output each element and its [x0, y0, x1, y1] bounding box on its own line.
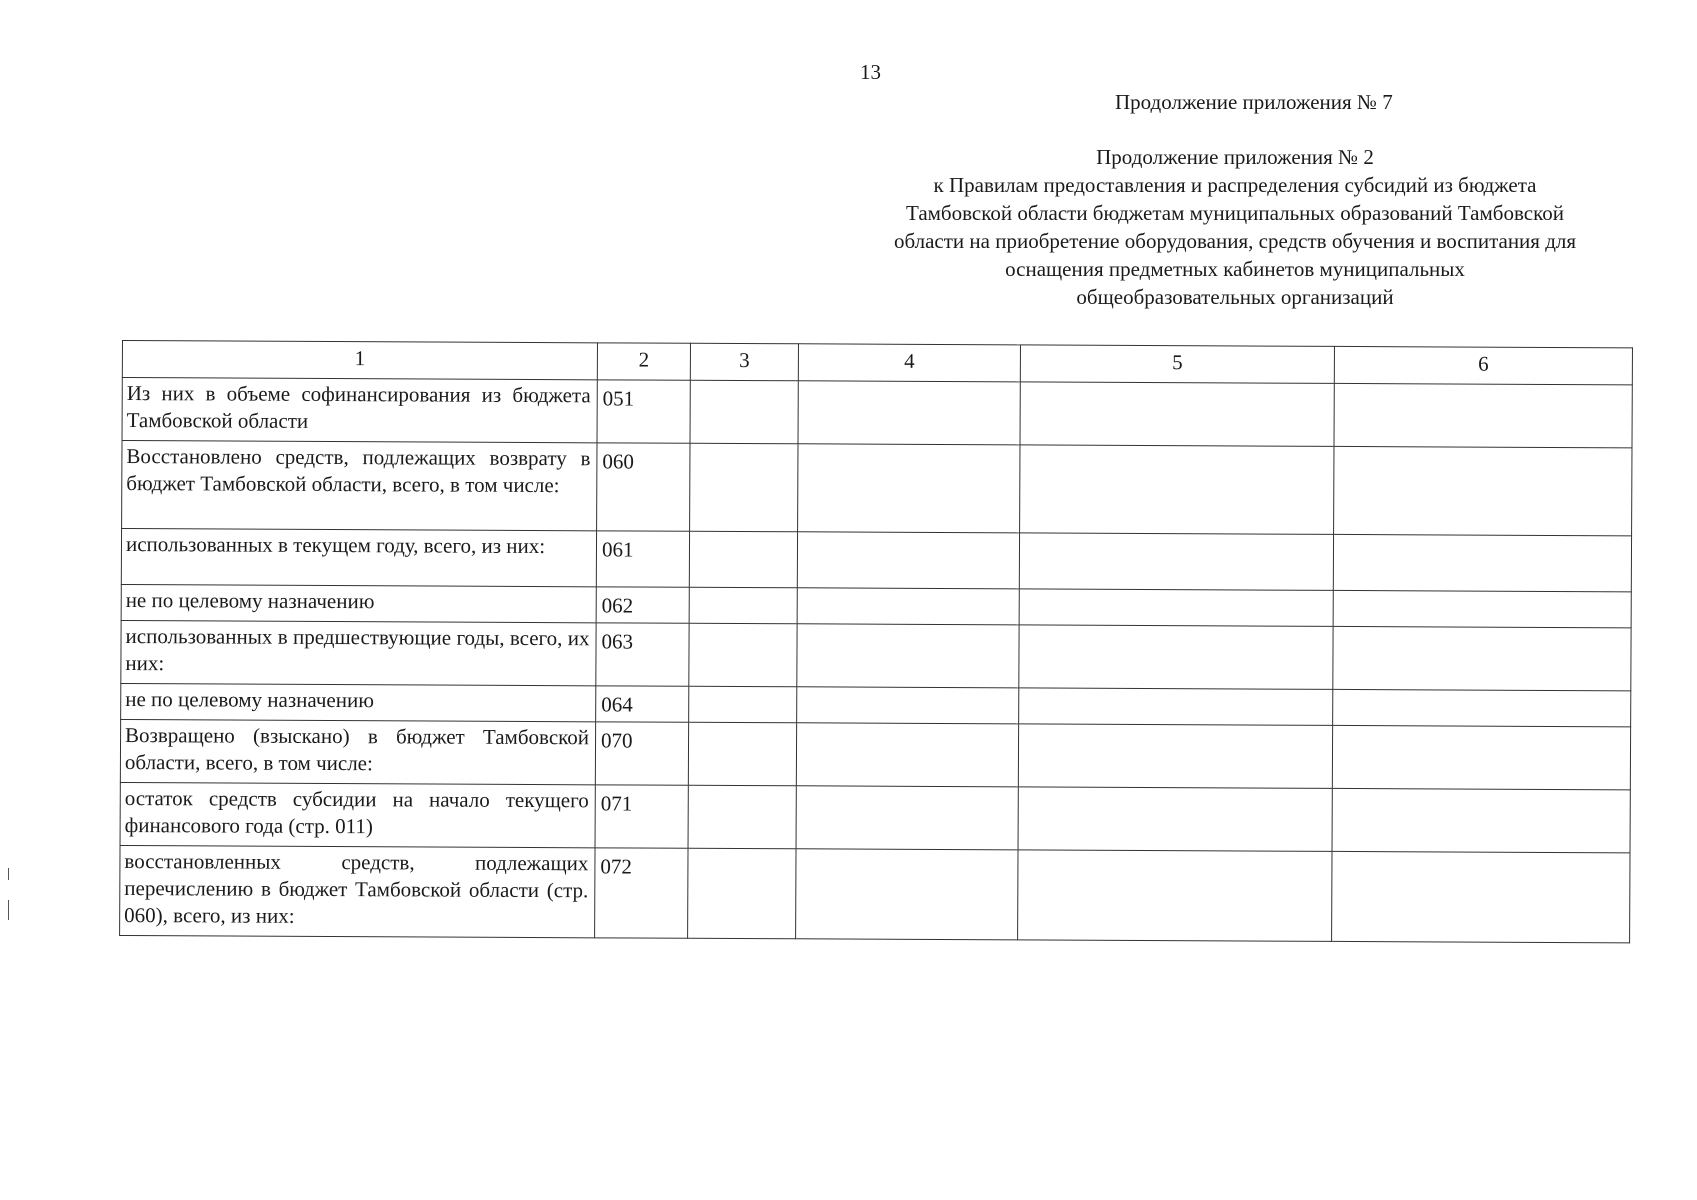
table-cell [1334, 446, 1632, 535]
header-line: общеобразовательных организаций [1076, 285, 1394, 309]
table-cell [1332, 788, 1630, 852]
row-label: не по целевому назначению [121, 683, 596, 721]
table-cell [689, 531, 797, 588]
table-cell [688, 722, 796, 786]
table-row [120, 782, 1630, 852]
page-number: 13 [860, 60, 881, 84]
table-cell [796, 723, 1018, 787]
table-cell [1018, 787, 1332, 852]
row-code: 072 [595, 848, 688, 938]
column-header: 2 [597, 343, 690, 380]
table-cell [1332, 851, 1630, 942]
row-label: использованных в текущем году, всего, из них: [121, 529, 596, 587]
table-cell [1333, 534, 1631, 591]
scan-margin-mark [8, 868, 9, 880]
row-label: использованных в предшествующие годы, всего, их них: [121, 620, 596, 685]
table-cell [1019, 688, 1333, 726]
header-line: к Правилам предоставления и распределения субсидий из бюджета [933, 173, 1537, 197]
table-cell [688, 848, 796, 939]
table-cell [1332, 725, 1630, 789]
table-cell [689, 686, 797, 723]
table-cell [1019, 625, 1333, 690]
table-cell [1334, 383, 1632, 447]
table-cell [1018, 850, 1332, 942]
table-cell [1020, 382, 1334, 447]
row-label: Из них в объеме софинансирования из бюджета Тамбовской области [122, 378, 597, 443]
row-label: не по целевому назначению [121, 584, 596, 622]
scan-margin-mark [8, 900, 9, 920]
table-cell [690, 380, 798, 444]
row-label: Возвращено (взыскано) в бюджет Тамбовской области, всего, в том числе: [120, 719, 595, 784]
table-cell [797, 588, 1019, 625]
row-code: 063 [596, 623, 689, 686]
table-cell [797, 532, 1019, 589]
header-line: области на приобретение оборудования, средств обучения и воспитания для [893, 229, 1577, 253]
header-line: оснащения предметных кабинетов муниципальных [1005, 257, 1465, 281]
row-label: остаток средств субсидии на начало текущего финансового года (стр. 011) [120, 782, 595, 847]
row-code: 061 [596, 531, 689, 587]
row-code: 071 [595, 785, 688, 848]
table-cell [689, 623, 797, 687]
row-code: 062 [596, 587, 689, 623]
header-line: Продолжение приложения № 2 [1096, 145, 1374, 169]
table-cell [1020, 445, 1334, 535]
table-cell [1018, 724, 1332, 789]
table-cell [797, 624, 1019, 688]
column-header: 6 [1334, 346, 1632, 384]
row-label: Восстановлено средств, подлежащих возврату в бюджет Тамбовской области, всего, в том числе: [122, 441, 597, 531]
row-code: 060 [597, 443, 690, 531]
row-label: восстановленных средств, подлежащих перечислению в бюджет Тамбовской области (стр. 060), всего, из них: [120, 845, 595, 937]
table-row [121, 620, 1631, 690]
row-code: 064 [596, 686, 689, 722]
table-cell [1333, 590, 1631, 627]
column-header: 5 [1020, 345, 1334, 384]
appendix-header [840, 143, 1630, 311]
table-cell [1333, 689, 1631, 726]
table-cell [798, 381, 1020, 445]
table-row [121, 529, 1631, 592]
table-cell [796, 786, 1018, 850]
column-header: 4 [798, 344, 1020, 382]
table-cell [1333, 626, 1631, 690]
table-row [122, 441, 1632, 536]
row-code: 051 [597, 380, 690, 443]
table-row [120, 719, 1630, 789]
table-cell [1019, 533, 1333, 591]
table-cell [796, 849, 1018, 940]
report-table [119, 340, 1633, 943]
table-cell [688, 785, 796, 849]
table-row [122, 378, 1632, 448]
column-header: 1 [122, 341, 597, 380]
header-line: Тамбовской области бюджетам муниципальных образований Тамбовской [906, 201, 1564, 225]
table-cell [798, 444, 1020, 533]
table-cell [690, 443, 798, 532]
column-header: 3 [690, 343, 798, 381]
row-code: 070 [595, 722, 688, 785]
appendix-7-continuation: Продолжение приложения № 7 [1115, 90, 1393, 114]
table-cell [1019, 589, 1333, 627]
table-cell [689, 587, 797, 624]
table-row [120, 845, 1630, 942]
table-cell [797, 687, 1019, 724]
